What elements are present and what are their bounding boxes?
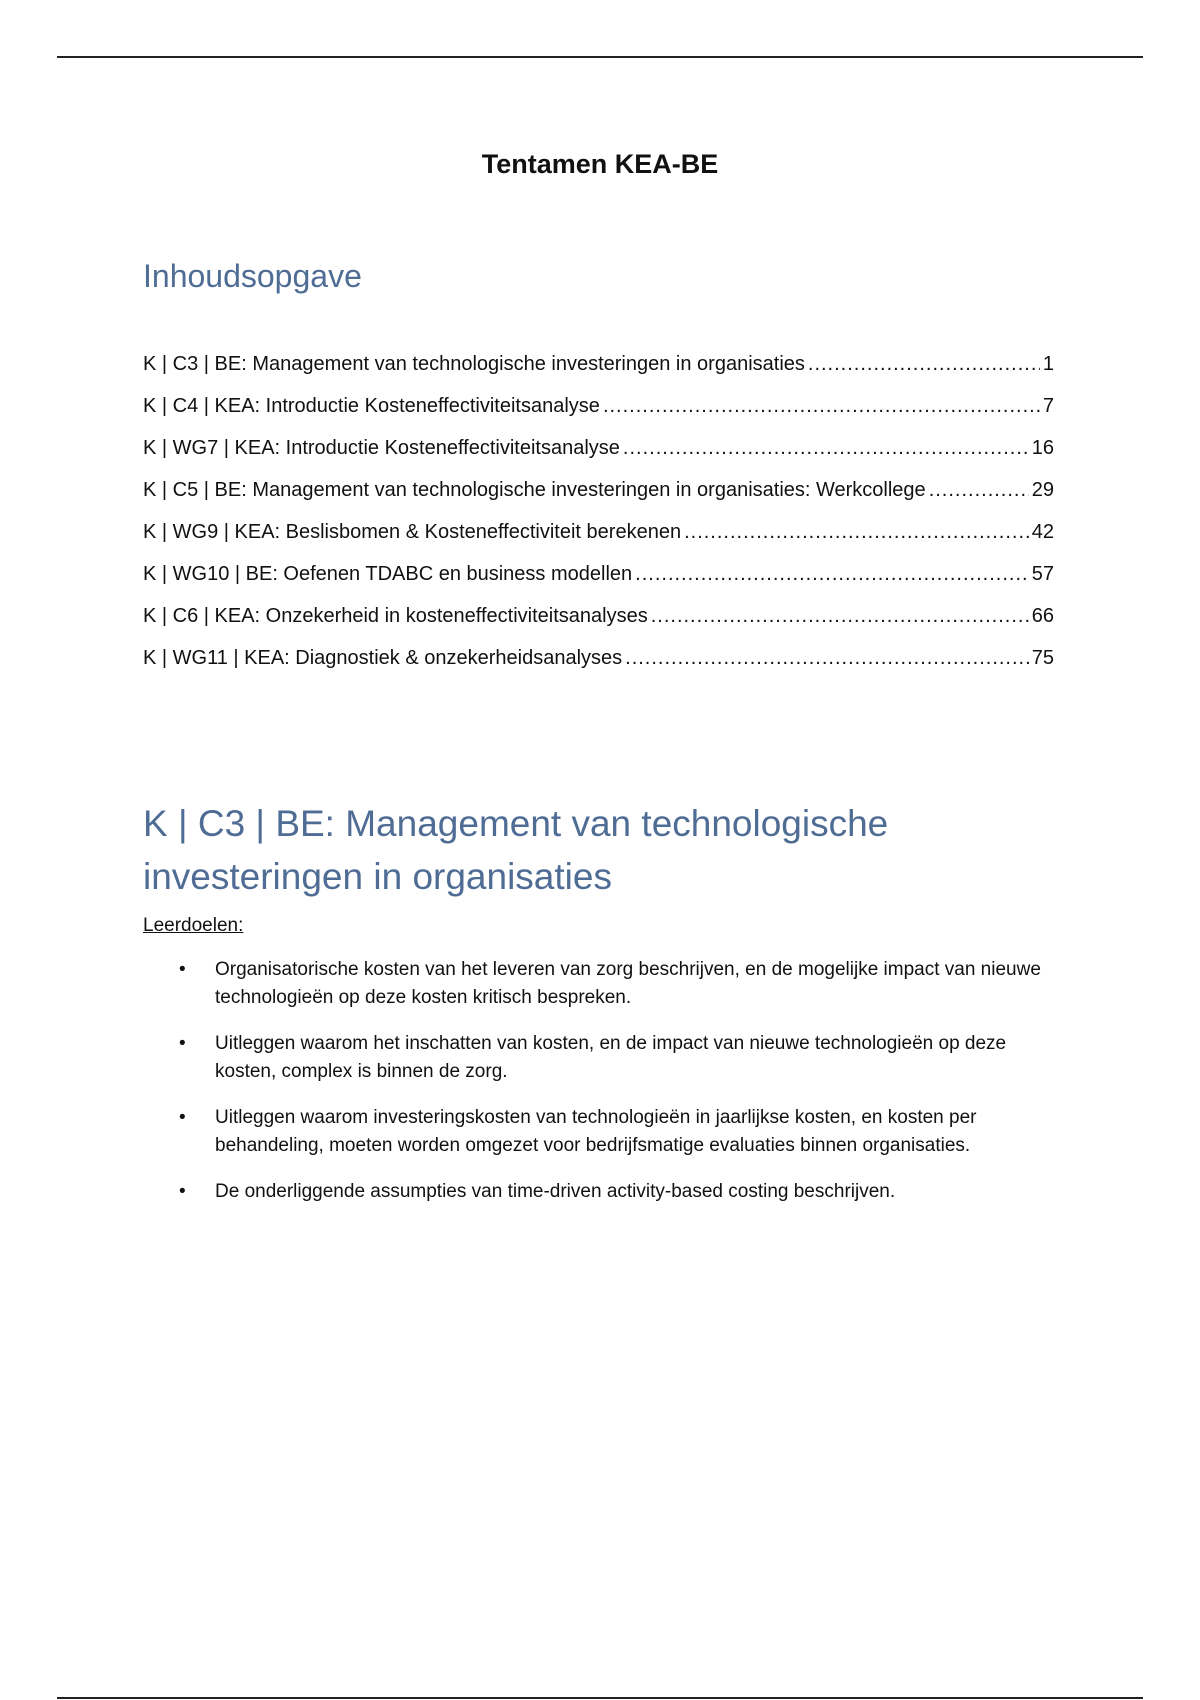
- toc-dot-leader: [684, 517, 1029, 547]
- learning-goals-label: Leerdoelen:: [143, 915, 244, 936]
- toc-heading: Inhoudsopgave: [143, 258, 362, 294]
- toc-entry[interactable]: [143, 643, 1054, 685]
- footer-rule: [57, 1697, 1143, 1699]
- bullet-icon: •: [179, 1181, 186, 1202]
- toc-page-number: 57: [1031, 563, 1054, 585]
- toc-entry[interactable]: [143, 601, 1054, 643]
- learning-goals-list: [143, 956, 1043, 1224]
- toc-dot-leader: [651, 601, 1029, 631]
- toc-page-number: 29: [1031, 479, 1054, 501]
- toc-dot-leader: [623, 433, 1029, 463]
- toc-page-number: 1: [1042, 353, 1054, 375]
- toc-entry[interactable]: [143, 559, 1054, 601]
- toc-page-number: 42: [1031, 521, 1054, 543]
- toc-entry-title: K | C4 | KEA: Introductie Kosteneffectiviteitsanalyse: [143, 395, 600, 417]
- list-item-text: Organisatorische kosten van het leveren van zorg beschrijven, en de mogelijke impact van nieuwe technologieën op deze kosten kritisch bespreken.: [215, 959, 1041, 1008]
- toc-entry-title: K | C5 | BE: Management van technologische investeringen in organisaties: Werkcollege: [143, 479, 926, 501]
- toc-page-number: 7: [1042, 395, 1054, 417]
- toc-entry-title: K | WG9 | KEA: Beslisbomen & Kosteneffectiviteit berekenen: [143, 521, 682, 543]
- toc-entry[interactable]: [143, 391, 1054, 433]
- table-of-contents: [143, 349, 1054, 685]
- list-item-text: Uitleggen waarom investeringskosten van technologieën in jaarlijkse kosten, en kosten per behandeling, moeten worden omgezet voor bedrijfsmatige evaluaties binnen organisaties.: [215, 1107, 977, 1156]
- toc-entry-title: K | WG7 | KEA: Introductie Kosteneffectiviteitsanalyse: [143, 437, 620, 459]
- list-item: [143, 956, 1043, 1012]
- bullet-icon: •: [179, 1033, 186, 1054]
- bullet-icon: •: [179, 1107, 186, 1128]
- toc-page-number: 75: [1031, 647, 1054, 669]
- toc-entry-title: K | WG10 | BE: Oefenen TDABC en business modellen: [143, 563, 633, 585]
- toc-dot-leader: [603, 391, 1040, 421]
- toc-page-number: 66: [1031, 605, 1054, 627]
- toc-dot-leader: [635, 559, 1029, 589]
- document-title: Tentamen KEA-BE: [481, 149, 719, 179]
- section-heading: K | C3 | BE: Management van technologische investeringen in organisaties: [143, 803, 889, 897]
- bullet-icon: •: [179, 959, 186, 980]
- toc-entry[interactable]: [143, 433, 1054, 475]
- toc-dot-leader: [625, 643, 1029, 673]
- list-item: [143, 1178, 1043, 1206]
- toc-dot-leader: [808, 349, 1040, 379]
- header-rule: [57, 56, 1143, 58]
- list-item-text: Uitleggen waarom het inschatten van kosten, en de impact van nieuwe technologieën op deze kosten, complex is binnen de zorg.: [215, 1033, 1007, 1082]
- toc-entry-title: K | WG11 | KEA: Diagnostiek & onzekerheidsanalyses: [143, 647, 623, 669]
- list-item: [143, 1030, 1043, 1086]
- toc-page-number: 16: [1031, 437, 1054, 459]
- toc-entry-title: K | C6 | KEA: Onzekerheid in kosteneffectiviteitsanalyses: [143, 605, 648, 627]
- toc-entry[interactable]: [143, 517, 1054, 559]
- toc-entry[interactable]: [143, 475, 1054, 517]
- list-item: [143, 1104, 1043, 1160]
- toc-entry-title: K | C3 | BE: Management van technologische investeringen in organisaties: [143, 353, 805, 375]
- list-item-text: De onderliggende assumpties van time-driven activity-based costing beschrijven.: [215, 1181, 896, 1202]
- toc-dot-leader: [929, 475, 1029, 505]
- toc-entry[interactable]: [143, 349, 1054, 391]
